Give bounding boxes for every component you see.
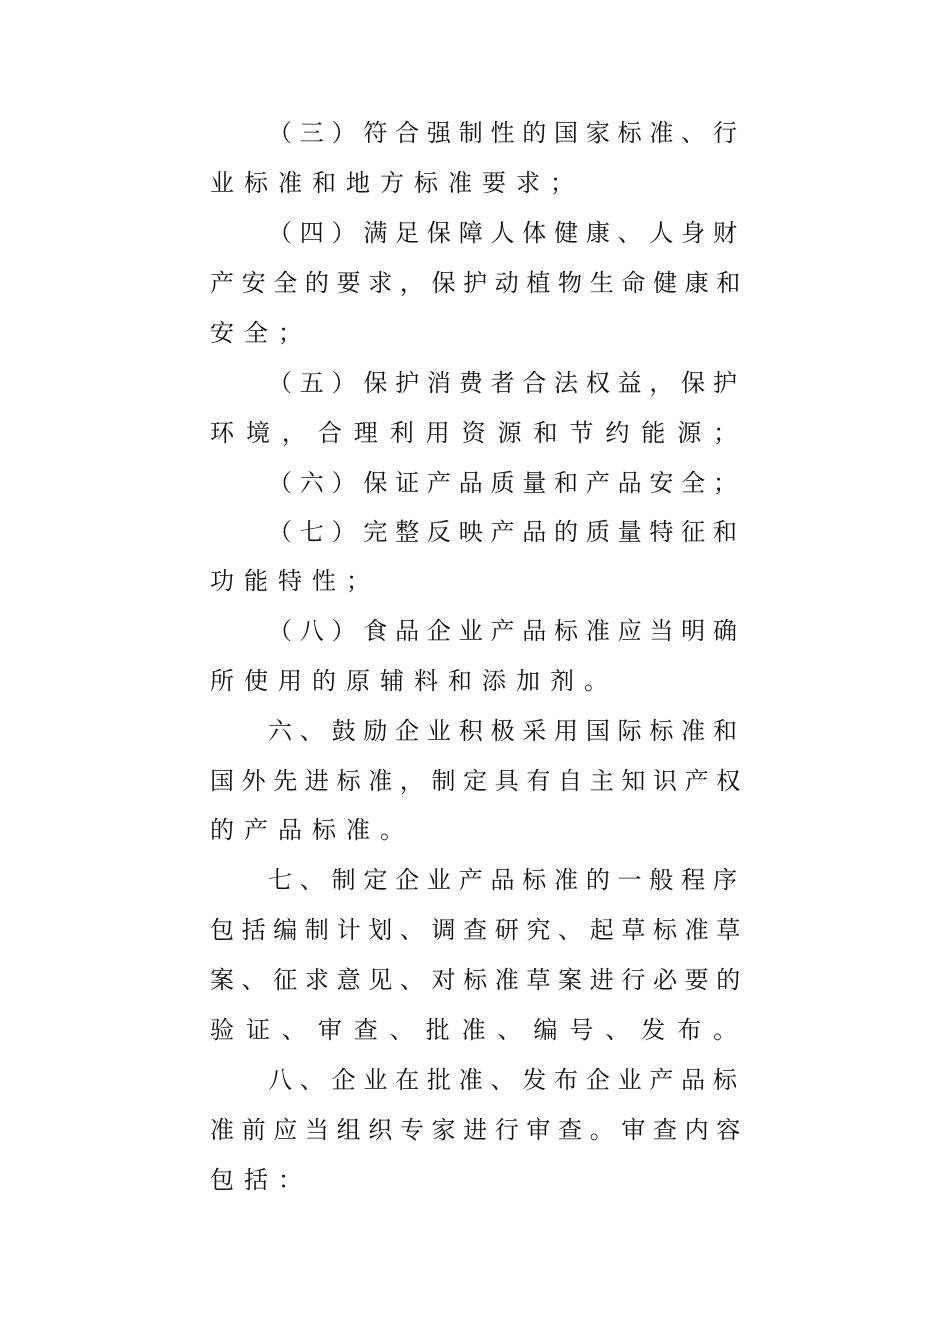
text-line: 安全； — [210, 319, 312, 347]
text-line: 包括： — [210, 1166, 312, 1194]
text-line: 验 证 、 审 查 、 批 准 、 编 号 、 发 布 。 — [210, 1016, 738, 1044]
text-line: 所使用的原辅料和添加剂。 — [210, 667, 618, 695]
text-line: 环 境 ， 合 理 利 用 资 源 和 节 约 能 源 ； — [210, 419, 738, 447]
text-line: （ 六 ） 保 证 产 品 质 量 和 产 品 安 全 ； — [268, 469, 737, 497]
text-line: 案 、 征 求 意 见 、 对 标 准 草 案 进 行 必 要 的 — [210, 966, 741, 994]
text-line: 业标准和地方标准要求； — [210, 169, 584, 197]
text-line: 包 括 编 制 计 划 、 调 查 研 究 、 起 草 标 准 草 — [210, 916, 741, 944]
text-line: 七 、 制 定 企 业 产 品 标 准 的 一 般 程 序 — [268, 866, 737, 894]
text-line: 的产品标准。 — [210, 816, 414, 844]
text-line: （ 八 ） 食 品 企 业 产 品 标 准 应 当 明 确 — [268, 617, 737, 645]
text-line: 八 、 企 业 在 批 准 、 发 布 企 业 产 品 标 — [268, 1066, 737, 1094]
text-line: （ 四 ） 满 足 保 障 人 体 健 康 、 人 身 财 — [268, 219, 737, 247]
text-line: 功能特性； — [210, 567, 380, 595]
text-line: （ 五 ） 保 护 消 费 者 合 法 权 益 ， 保 护 — [268, 369, 737, 397]
text-line: 国 外 先 进 标 准 ， 制 定 具 有 自 主 知 识 产 权 — [210, 767, 741, 795]
text-line: （ 三 ） 符 合 强 制 性 的 国 家 标 准 、 行 — [268, 119, 737, 147]
text-line: 产 安 全 的 要 求 ， 保 护 动 植 物 生 命 健 康 和 — [210, 269, 741, 297]
text-line: （ 七 ） 完 整 反 映 产 品 的 质 量 特 征 和 — [268, 518, 737, 546]
text-line: 六 、 鼓 励 企 业 积 极 采 用 国 际 标 准 和 — [268, 717, 737, 745]
text-line: 准 前 应 当 组 织 专 家 进 行 审 查 。 审 查 内 容 — [210, 1116, 741, 1144]
